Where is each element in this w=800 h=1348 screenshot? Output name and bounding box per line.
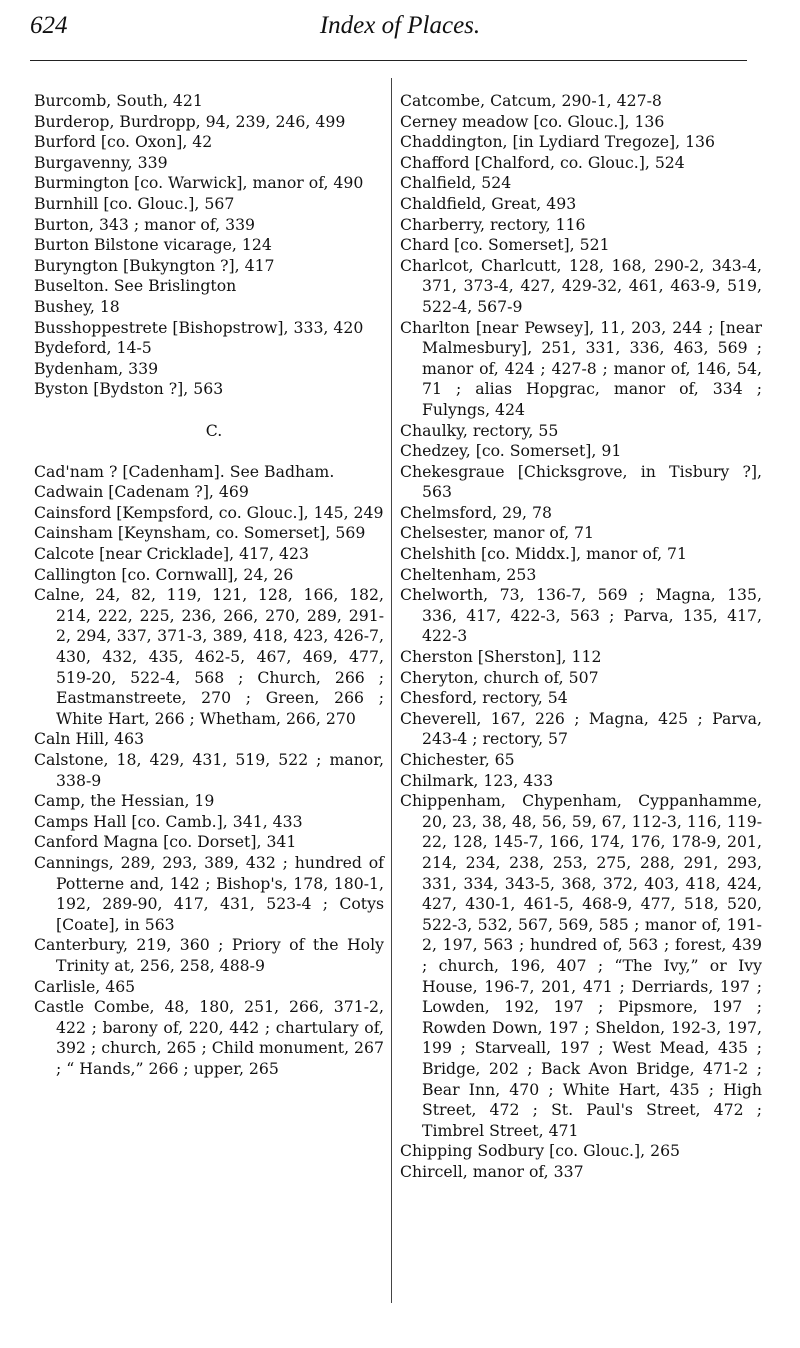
index-entry: Bydenham, 339 [34, 358, 159, 378]
index-entry: Burmington [co. Warwick], manor of, 490 [34, 173, 364, 193]
index-entry: Cannings, 289, 293, 389, 432 ; hundred of Potterne and, 142 ; Bishop's, 178, 180-1, 192, 289-90, 417, 431, 523-4 ; Cotys [Coate], in 563 [34, 852, 384, 934]
index-entry: Cheverell, 167, 226 ; Magna, 425 ; Parva, 243-4 ; rectory, 57 [400, 708, 762, 749]
index-entry: Chippenham, Chypenham, Cyppanhamme, 20, 23, 38, 48, 56, 59, 67, 112-3, 116, 119-22, 128, 145-7, 166, 174, 176, 178-9, 201, 214, 234, 238, 253, 275, 288, 291, 293, 331, 334, 343-5, 368, 372, 403, 418, 424, 427, 430-1, 461-5, 468-9, 477, 518, 520, 522-3, 532, 567, 569, 585 ; manor of, 191-2, 197, 563 ; hundred of, 563 ; forest, 439 ; church, 196, 407 ; “The Ivy,” or Ivy House, 196-7, 201, 471 ; Derriards, 197 ; Lowden, 192, 197 ; Pipsmore, 197 ; Rowden Down, 197 ; Sheldon, 192-3, 197, 199 ; Starveall, 197 ; West Mead, 435 ; Bridge, 202 ; Back Avon Bridge, 471-2 ; Bear Inn, 470 ; White Hart, 435 ; High Street, 472 ; St. Paul's Street, 472 ; Timbrel Street, 471 [400, 791, 762, 1140]
index-entry: Chalfield, 524 [400, 173, 512, 193]
index-entry: Chafford [Chalford, co. Glouc.], 524 [400, 152, 685, 172]
index-entry: Bydeford, 14-5 [34, 338, 152, 358]
index-entry: Chaulky, rectory, 55 [400, 420, 559, 440]
index-entry: Cadwain [Cadenam ?], 469 [34, 482, 249, 502]
index-entry: Canterbury, 219, 360 ; Priory of the Holy Trinity at, 256, 258, 488-9 [34, 935, 384, 975]
column-divider [391, 78, 392, 1303]
index-entry: Burderop, Burdropp, 94, 239, 246, 499 [34, 111, 346, 131]
right-entries [400, 91, 762, 1182]
index-entry: Chelsester, manor of, 71 [400, 523, 595, 543]
section-spacer [34, 400, 384, 421]
index-entry: Castle Combe, 48, 180, 251, 266, 371-2, 422 ; barony of, 220, 442 ; chartulary of, 392 ; church, 265 ; Child monument, 267 ; “ Hands,” 266 ; upper, 265 [34, 997, 384, 1078]
index-entry: Chedzey, [co. Somerset], 91 [400, 441, 622, 461]
index-entry: Chelshith [co. Middx.], manor of, 71 [400, 544, 688, 564]
index-entry: Cherston [Sherston], 112 [400, 647, 602, 667]
left-entries-bottom [34, 462, 384, 1080]
index-entry: Charlcot, Charlcutt, 128, 168, 290-2, 343-4, 371, 373-4, 427, 429-32, 461, 463-9, 519, 522-4, 567-9 [400, 255, 762, 316]
index-entry: Chesford, rectory, 54 [400, 688, 568, 708]
index-entry: Cainsford [Kempsford, co. Glouc.], 145, 249 [34, 502, 384, 522]
index-entry: Carlisle, 465 [34, 976, 136, 996]
index-entry: Calne, 24, 82, 119, 121, 128, 166, 182, 214, 222, 225, 236, 266, 270, 289, 291-2, 294, 337, 371-3, 389, 418, 423, 426-7, 430, 432, 435, 462-5, 467, 469, 477, 519-20, 522-4, 568 ; Church, 266 ; Eastmanstreete, 270 ; Green, 266 ; White Hart, 266 ; Whetham, 266, 270 [34, 585, 384, 728]
index-entry: Chelworth, 73, 136-7, 569 ; Magna, 135, 336, 417, 422-3, 563 ; Parva, 135, 417, 422-3 [400, 585, 762, 646]
index-entry: Chaddington, [in Lydiard Tregoze], 136 [400, 132, 716, 152]
index-entry: Cerney meadow [co. Glouc.], 136 [400, 111, 665, 131]
index-entry: Catcombe, Catcum, 290-1, 427-8 [400, 91, 662, 110]
index-entry: Burcomb, South, 421 [34, 91, 203, 110]
section-letter: C. [205, 420, 223, 440]
index-entry: Chard [co. Somerset], 521 [400, 235, 610, 255]
index-entry: Bushey, 18 [34, 296, 120, 316]
index-entry: Buryngton [Bukyngton ?], 417 [34, 255, 275, 275]
index-entry: Chircell, manor of, 337 [400, 1161, 584, 1181]
index-entry: Cheltenham, 253 [400, 564, 537, 584]
header-rule [30, 60, 747, 61]
page-number: 624 [30, 12, 68, 39]
page-title: Index of Places. [319, 12, 481, 39]
index-entry: Chelmsford, 29, 78 [400, 502, 552, 522]
index-entry: Chipping Sodbury [co. Glouc.], 265 [400, 1141, 681, 1161]
index-entry: Cainsham [Keynsham, co. Somerset], 569 [34, 523, 366, 543]
index-entry: Burton Bilstone vicarage, 124 [34, 235, 272, 255]
index-entry: Camps Hall [co. Camb.], 341, 433 [34, 811, 303, 831]
index-entry: Busshoppestrete [Bishopstrow], 333, 420 [34, 317, 364, 337]
index-entry: Calcote [near Cricklade], 417, 423 [34, 544, 309, 564]
index-entry: Burnhill [co. Glouc.], 567 [34, 193, 235, 213]
index-entry: Caln Hill, 463 [34, 729, 145, 749]
right-column [400, 91, 762, 1182]
index-entry: Callington [co. Cornwall], 24, 26 [34, 564, 294, 584]
index-entry: Charberry, rectory, 116 [400, 214, 586, 234]
index-entry: Chekesgraue [Chicksgrove, in Tisbury ?], 563 [400, 461, 762, 502]
left-entries-top [34, 91, 384, 400]
index-entry: Calstone, 18, 429, 431, 519, 522 ; manor, 338-9 [34, 750, 384, 790]
index-entry: Byston [Bydston ?], 563 [34, 379, 224, 399]
index-entry: Chaldfield, Great, 493 [400, 193, 577, 213]
index-entry: Burford [co. Oxon], 42 [34, 132, 213, 152]
index-entry: Burton, 343 ; manor of, 339 [34, 214, 256, 234]
index-entry: Canford Magna [co. Dorset], 341 [34, 832, 297, 852]
left-column [34, 91, 384, 1080]
index-entry: Chichester, 65 [400, 750, 515, 769]
index-entry: Cheryton, church of, 507 [400, 667, 599, 687]
index-entry: Cad'nam ? [Cadenham]. See Badham. [34, 461, 335, 481]
index-entry: Buselton. See Brislington [34, 276, 237, 296]
index-entry: Chilmark, 123, 433 [400, 770, 554, 790]
index-entry: Camp, the Hessian, 19 [34, 791, 215, 811]
section-spacer [34, 441, 384, 462]
index-entry: Charlton [near Pewsey], 11, 203, 244 ; [near Malmesbury], 251, 331, 336, 463, 569 ; manor of, 424 ; 427-8 ; manor of, 146, 54, 71 ; alias Hopgrac, manor of, 334 ; Fulyngs, 424 [400, 317, 762, 419]
index-entry: Burgavenny, 339 [34, 152, 168, 172]
